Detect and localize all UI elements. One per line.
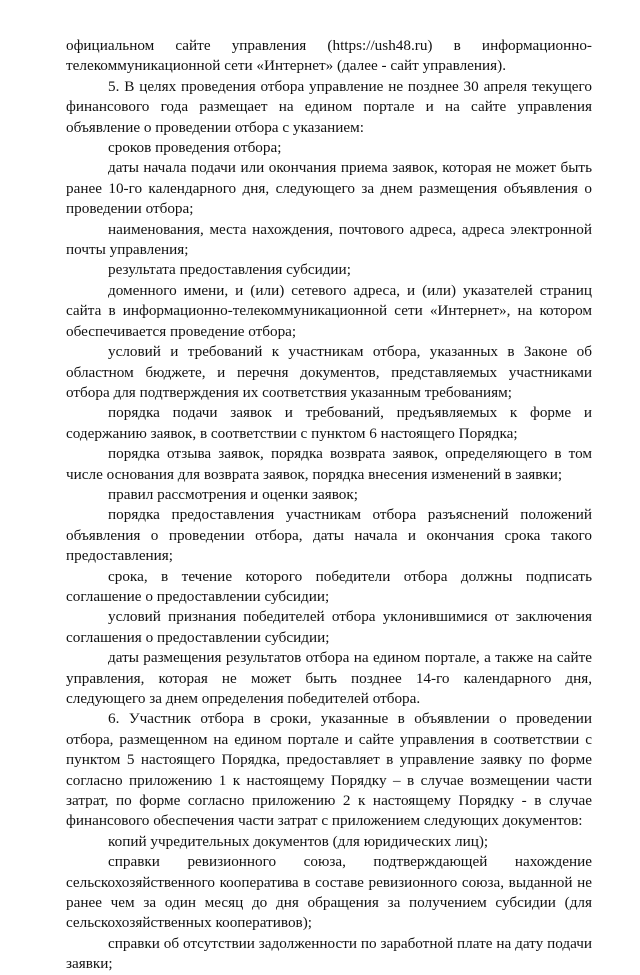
list-item: справки ревизионного союза, подтверждающей нахождение сельскохозяйственного кооператива в составе ревизионного союза, выданной не ранее чем за один месяц до дня обращения за получением субсидии (для сельскохозяйственных кооперативов); xyxy=(66,853,592,932)
paragraph-item-6: 6. Участник отбора в сроки, указанные в объявлении о проведении отбора, размещенном на едином портале и сайте управления в соответствии с пунктом 5 настоящего Порядка, предоставляет в управление заявку по форме согласно приложению 1 к настоящему Порядку – в случае возмещении части затрат, по форме согласно приложению 2 к настоящему Порядку - в случае финансового обеспечения части затрат с приложением следующих документов: xyxy=(66,710,592,830)
list-item: порядка подачи заявок и требований, предъявляемых к форме и содержанию заявок, в соответствии с пунктом 6 настоящего Порядка; xyxy=(66,404,592,442)
list-item: сроков проведения отбора; xyxy=(108,139,282,157)
list-item: результата предоставления субсидии; xyxy=(108,261,351,279)
document-page xyxy=(66,36,592,975)
list-item: наименования, места нахождения, почтового адреса, адреса электронной почты управления; xyxy=(66,220,592,259)
list-item: условий признания победителей отбора уклонившимися от заключения соглашения о предоставлении субсидии; xyxy=(66,608,592,646)
paragraph-continuation: официальном сайте управления (https://ush48.ru) в информационно-телекоммуникационной сети «Интернет» (далее - сайт управления). xyxy=(66,37,592,75)
list-item: даты размещения результатов отбора на едином портале, а также на сайте управления, которая не может быть позднее 14-го календарного дня, следующего за днем определения победителей отбора. xyxy=(66,649,592,707)
list-item: порядка отзыва заявок, порядка возврата заявок, определяющего в том числе основания для возврата заявок, порядка внесения изменений в заявки; xyxy=(66,445,592,483)
list-item: порядка предоставления участникам отбора разъяснений положений объявления о проведении отбора, даты начала и окончания срока такого предоставления; xyxy=(66,506,592,565)
list-item: условий и требований к участникам отбора, указанных в Законе об областном бюджете, и перечня документов, представляемых участниками отбора для подтверждения их соответствия указанным требованиям; xyxy=(66,343,592,401)
list-item: справки об отсутствии задолженности по заработной плате на дату подачи заявки; xyxy=(66,934,592,973)
list-item: доменного имени, и (или) сетевого адреса, и (или) указателей страниц сайта в информационно-телекоммуникационной сети «Интернет», на котором обеспечивается проведение отбора; xyxy=(66,281,592,340)
paragraph-item-5: 5. В целях проведения отбора управление не позднее 30 апреля текущего финансового года размещает на едином портале и на сайте управления объявление о проведении отбора с указанием: xyxy=(66,77,592,136)
list-item: срока, в течение которого победители отбора должны подписать соглашение о предоставлении субсидии; xyxy=(66,567,592,605)
list-item: правил рассмотрения и оценки заявок; xyxy=(108,485,358,503)
list-item: даты начала подачи или окончания приема заявок, которая не может быть ранее 10-го календарного дня, следующего за днем размещения объявления о проведении отбора; xyxy=(66,159,592,218)
list-item: копий учредительных документов (для юридических лиц); xyxy=(108,832,489,850)
